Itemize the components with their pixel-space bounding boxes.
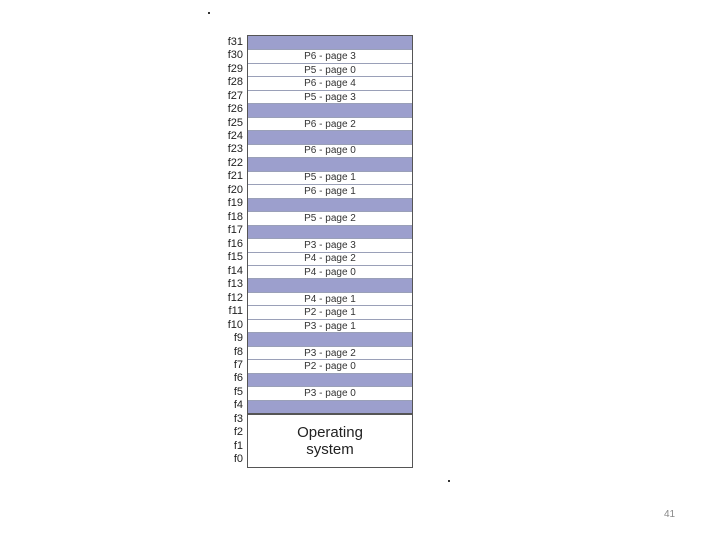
frame-row-f16 [248, 238, 412, 251]
frame-row-f23 [248, 144, 412, 157]
frame-content-f20: P6 - page 1 [304, 185, 356, 197]
operating-system-block [248, 413, 412, 467]
frame-content-f28: P6 - page 4 [304, 78, 356, 90]
frame-row-f10 [248, 319, 412, 332]
frame-label-f18: f18 [227, 210, 243, 223]
frame-row-f7 [248, 359, 412, 372]
slide-page-number: 41 [664, 509, 676, 520]
physical-memory-frames [247, 35, 413, 468]
frame-row-f14 [248, 265, 412, 278]
frame-label-f19: f19 [227, 197, 243, 210]
frame-row-f31 [248, 36, 412, 49]
frame-label-f7: f7 [233, 358, 243, 371]
frame-label-f20: f20 [227, 183, 243, 196]
frame-row-f12 [248, 292, 412, 305]
frame-label-f3: f3 [233, 412, 243, 425]
frame-row-f13 [248, 278, 412, 291]
frame-content-f21: P5 - page 1 [304, 172, 356, 184]
frame-label-f16: f16 [227, 237, 243, 250]
frame-content-f11: P2 - page 1 [304, 307, 356, 319]
frame-label-f2: f2 [233, 426, 243, 439]
frame-content-f27: P5 - page 3 [304, 91, 356, 103]
frame-label-f23: f23 [227, 143, 243, 156]
frame-content-f14: P4 - page 0 [304, 266, 356, 278]
frame-row-f4 [248, 400, 412, 413]
frame-row-f15 [248, 252, 412, 265]
frame-label-f29: f29 [227, 62, 243, 75]
frame-label-f25: f25 [227, 116, 243, 129]
frame-label-f17: f17 [227, 224, 243, 237]
frame-label-f11: f11 [228, 305, 243, 318]
frame-row-f29 [248, 63, 412, 76]
frame-content-f16: P3 - page 3 [304, 239, 356, 251]
frame-label-f28: f28 [227, 76, 243, 89]
frame-row-f24 [248, 130, 412, 143]
frame-content-f12: P4 - page 1 [304, 293, 356, 305]
frame-row-f11 [248, 305, 412, 318]
frame-label-f31: f31 [227, 35, 243, 48]
frame-label-f5: f5 [233, 385, 243, 398]
frame-label-f1: f1 [233, 439, 243, 452]
frame-label-f27: f27 [227, 89, 243, 102]
frame-row-f30 [248, 49, 412, 62]
frame-label-f30: f30 [227, 49, 243, 62]
frame-label-f21: f21 [227, 170, 243, 183]
frame-row-f18 [248, 211, 412, 224]
frame-label-f4: f4 [233, 399, 243, 412]
frame-label-f9: f9 [233, 332, 243, 345]
frame-label-f10: f10 [227, 318, 243, 331]
frame-row-f6 [248, 373, 412, 386]
frame-content-f8: P3 - page 2 [304, 347, 356, 359]
frame-row-f19 [248, 198, 412, 211]
frame-row-f20 [248, 184, 412, 197]
frame-row-f21 [248, 171, 412, 184]
frame-row-f17 [248, 225, 412, 238]
frame-content-f23: P6 - page 0 [304, 145, 356, 157]
frame-content-f15: P4 - page 2 [304, 253, 356, 265]
frame-label-f15: f15 [227, 251, 243, 264]
stray-dot-top [208, 12, 210, 14]
frame-label-f13: f13 [227, 278, 243, 291]
operating-system-label: Operating system [297, 424, 363, 459]
frame-content-f10: P3 - page 1 [304, 320, 356, 332]
frame-label-f14: f14 [227, 264, 243, 277]
frame-row-f27 [248, 90, 412, 103]
frame-row-f9 [248, 332, 412, 345]
frame-label-f24: f24 [227, 130, 243, 143]
frame-content-f29: P5 - page 0 [304, 64, 356, 76]
frame-row-f5 [248, 386, 412, 399]
frame-label-f26: f26 [227, 103, 243, 116]
frame-content-f18: P5 - page 2 [304, 212, 356, 224]
frame-content-f25: P6 - page 2 [304, 118, 356, 130]
frame-label-f0: f0 [233, 453, 243, 466]
frame-row-f28 [248, 76, 412, 89]
frame-content-f5: P3 - page 0 [304, 387, 356, 399]
frame-label-f6: f6 [233, 372, 243, 385]
frame-label-f8: f8 [233, 345, 243, 358]
frame-content-f7: P2 - page 0 [304, 360, 356, 372]
stray-dot-bottom [448, 480, 450, 482]
frame-row-f25 [248, 117, 412, 130]
frame-row-f8 [248, 346, 412, 359]
frame-label-f12: f12 [227, 291, 243, 304]
frame-row-f26 [248, 103, 412, 116]
frame-label-f22: f22 [227, 156, 243, 169]
frame-content-f30: P6 - page 3 [304, 51, 356, 63]
frame-row-f22 [248, 157, 412, 170]
